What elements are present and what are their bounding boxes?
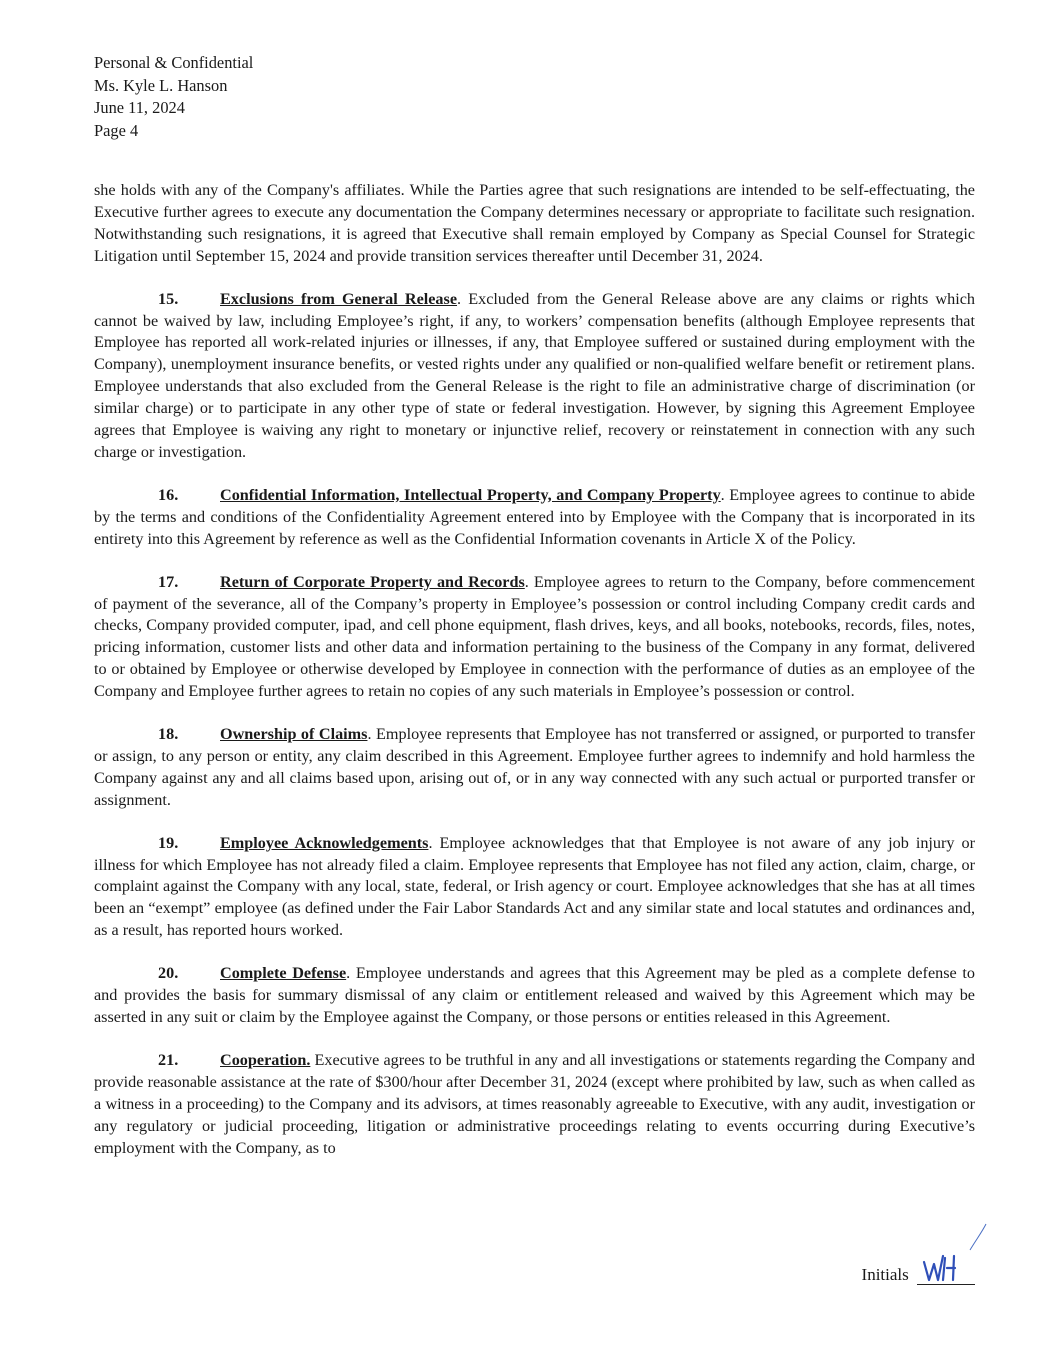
section-text: . Excluded from the General Release above are any claims or rights which cannot be waived by law, including Employee’s right, if any, to workers’ compensation benefits (although Employee represents that Employee has reported all work-related injuries or illnesses, if any, that Employee suffered or sustained during employment with the Company), unemployment insurance benefits, or vested rights under any qualified or non-qualified welfare benefit or retirement plans. Employee understands that also excluded from the General Release is the right to file an administrative charge of discrimination (or similar charge) or to participate in any other type of state or federal investigation. However, by signing this Agreement Employee agrees that Employee is waiving any right to monetary or injunctive relief, recovery or reinstatement in connection with any such charge or investigation. — [94, 289, 975, 461]
header-confidential: Personal & Confidential — [94, 53, 254, 72]
initials-signature-icon — [921, 1250, 961, 1284]
section-text: . Employee acknowledges that that Employee is not aware of any job injury or illness for which Employee has not already filed a claim. Employee represents that Employee has not filed any action, claim, charge, or complaint against the Company with any local, state, federal, or Irish agency or court. Employee acknowledges that she has at all times been an “exempt” employee (as defined under the Fair Labor Standards Act and any similar state and local statutes and ordinances and, as a result, has reported hours worked. — [94, 833, 975, 940]
section-heading: Confidential Information, Intellectual Property, and Company Property — [220, 485, 721, 504]
section-text: . Employee understands and agrees that this Agreement may be pled as a complete defense to and provides the basis for summary dismissal of any claim or entitlement released and waived by this Agreement which may be asserted in any suit or claim by the Employee against the Company, or those persons or entities released in this Agreement. — [94, 964, 975, 1026]
section-number: 16. — [158, 485, 179, 504]
section-heading: Return of Corporate Property and Records — [220, 572, 525, 591]
section-20 — [94, 963, 975, 1029]
section-21 — [94, 1050, 975, 1160]
intro-paragraph: she holds with any of the Company's affiliates. While the Parties agree that such resignations are intended to be self-effectuating, the Executive further agrees to execute any documentation the Company determines necessary or appropriate to facilitate such resignation. Notwithstanding such resignations, it is agreed that Executive shall remain employed by Company as Special Counsel for Strategic Litigation until September 15, 2024 and provide transition services thereafter until December 31, 2024. — [94, 181, 975, 265]
pen-stroke-mark — [966, 1222, 990, 1252]
initials-label: Initials — [861, 1265, 909, 1284]
section-number: 15. — [158, 289, 179, 308]
section-heading: Complete Defense — [220, 964, 347, 983]
header-recipient: Ms. Kyle L. Hanson — [94, 75, 228, 95]
section-text: . Employee represents that Employee has not transferred or assigned, or purported to transfer or assign, to any person or entity, any claim described in this Agreement. Employee further agrees to indemnify and hold harmless the Company against any and all claims based upon, arising out of, or in any way connected with any such actual or purported transfer or assignment. — [94, 725, 975, 809]
header-date: June 11, 2024 — [94, 98, 185, 117]
initials-block — [862, 1264, 975, 1285]
section-text: . Employee agrees to return to the Company, before commencement of payment of the severance, all of the Company’s property in Employee’s possession or control including Company credit cards and checks, Company provided computer, ipad, and cell phone equipment, flash drives, keys, and all books, notebooks, records, files, notes, pricing information, customer lists and other data and information pertaining to the business of the Company in any format, delivered to or obtained by Employee or otherwise developed by Employee in connection with the performance of duties as an employee of the Company and Employee further agrees to retain no copies of any such materials in Employee’s possession or control. — [94, 572, 975, 701]
section-17 — [94, 572, 975, 703]
section-number: 21. — [158, 1050, 179, 1069]
header-page-number: Page 4 — [94, 120, 139, 140]
section-15 — [94, 289, 975, 464]
letter-header — [94, 52, 253, 142]
initials-signature-line — [917, 1264, 975, 1285]
section-heading: Exclusions from General Release — [220, 289, 458, 308]
section-heading: Employee Acknowledgements — [220, 833, 429, 852]
section-18 — [94, 724, 975, 812]
section-text: Executive agrees to be truthful in any and all investigations or statements regarding the Company and provide reasonable assistance at the rate of $300/hour after December 31, 2024 (except where prohibited by law, such as when called as a witness in a proceeding) to the Company and its advisors, at times reasonably agreeable to Executive, with any audit, investigation or any regulatory or judicial proceeding, litigation or administrative proceedings relating to events occurring during Executive’s employment with the Company, as to — [94, 1050, 975, 1157]
section-heading: Ownership of Claims — [220, 725, 368, 744]
section-number: 17. — [158, 572, 179, 591]
section-text: . Employee agrees to continue to abide by the terms and conditions of the Confidentiality Agreement entered into by Employee with the Company that is incorporated in its entirety into this Agreement by reference as well as the Confidential Information covenants in Article X of the Policy. — [94, 485, 975, 548]
section-number: 18. — [158, 725, 179, 744]
section-number: 20. — [158, 964, 179, 983]
section-heading: Cooperation. — [220, 1050, 311, 1069]
document-body — [94, 180, 975, 1180]
section-16 — [94, 485, 975, 551]
section-19 — [94, 833, 975, 943]
section-number: 19. — [158, 833, 179, 852]
